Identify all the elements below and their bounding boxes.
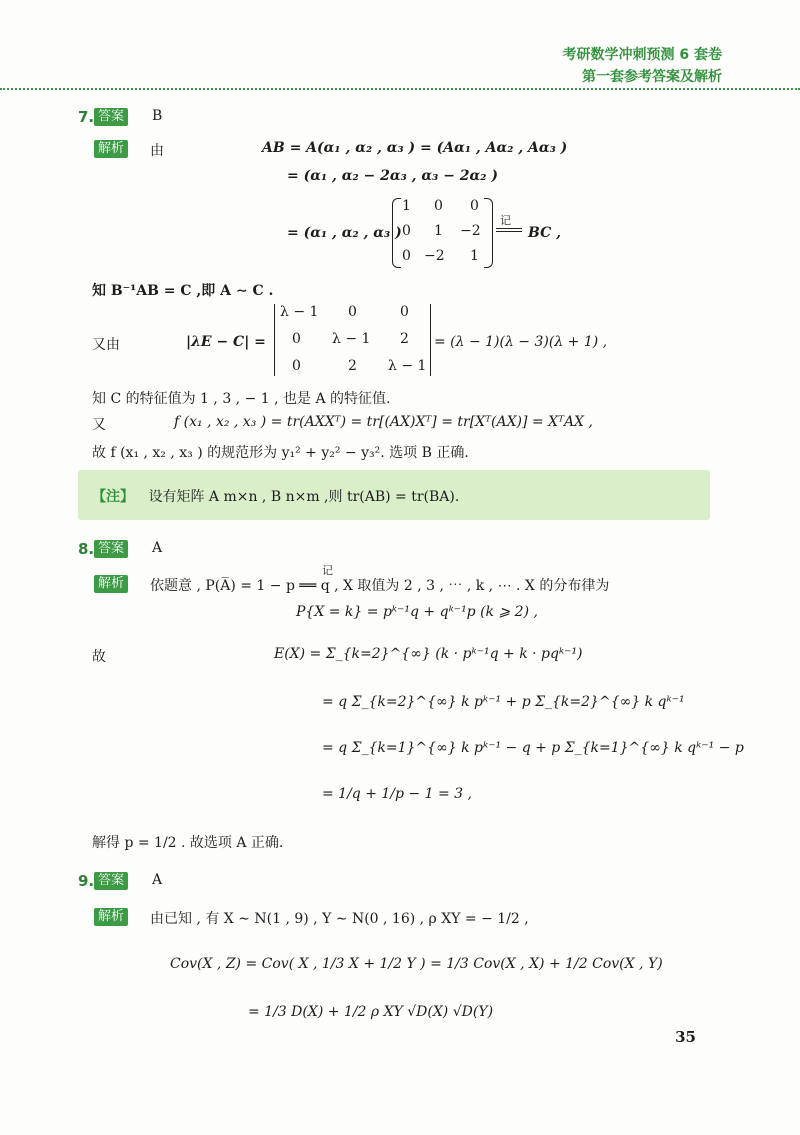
det-cell: 2 (400, 331, 409, 347)
q8-answer-tag: 答案 (94, 540, 128, 558)
header-divider (0, 88, 800, 90)
q7-line4: 知 B⁻¹AB = C ,即 A ∼ C . (92, 283, 274, 299)
q7-line7: f (x₁ , x₂ , x₃ ) = tr(AXXᵀ) = tr[(AX)Xᵀ] = tr[Xᵀ(AX)] = XᵀAX , (174, 414, 593, 430)
matrix-cell: 1 (402, 198, 411, 214)
det-cell: 0 (400, 304, 409, 320)
q9-number: 9. (78, 872, 95, 890)
q7-you: 由 (150, 143, 164, 159)
q7-analysis-tag: 解析 (94, 140, 128, 158)
q8-e4: = 1/q + 1/p − 1 = 3 , (322, 786, 472, 802)
q8-e1: E(X) = Σ_{k=2}^{∞} (k · pᵏ⁻¹q + k · pqᵏ⁻¹) (274, 646, 583, 662)
note-content (92, 486, 459, 506)
q7-eq2: = (α₁ , α₂ − 2α₃ , α₃ − 2α₂ ) (287, 168, 498, 184)
q8-analysis-tag: 解析 (94, 575, 128, 593)
q7-youyou: 又由 (92, 337, 120, 353)
det-cell: λ − 1 (388, 358, 427, 374)
q8-line2: P{X = k} = pᵏ⁻¹q + qᵏ⁻¹p (k ⩾ 2) , (296, 604, 538, 620)
q8-e3: = q Σ_{k=1}^{∞} k pᵏ⁻¹ − q + p Σ_{k=1}^{∞} k qᵏ⁻¹ − p (322, 740, 744, 756)
note-label: 【注】 (92, 489, 134, 505)
matrix-cell: 0 (402, 248, 411, 264)
matrix-cell: 0 (470, 198, 479, 214)
det-cell: 0 (348, 304, 357, 320)
page-number: 35 (675, 1028, 696, 1046)
det-cell: λ − 1 (332, 331, 371, 347)
q8-ji: 记 (322, 564, 333, 577)
q7-answer-tag: 答案 (94, 108, 128, 126)
matrix-cell: −2 (424, 248, 445, 264)
def-line (496, 228, 522, 229)
matrix-cell: −2 (460, 223, 481, 239)
q9-answer-tag: 答案 (94, 872, 128, 890)
q9-cov2: = 1/3 D(X) + 1/2 ρ XY √D(X) √D(Y) (248, 1004, 494, 1020)
q9-answer: A (152, 872, 163, 888)
matrix-left-bracket (392, 198, 401, 268)
header-book-title: 考研数学冲刺预测 6 套卷 (562, 47, 722, 63)
q7-det-lhs: |λE − C| = (186, 334, 266, 350)
q7-eq1: AB = A(α₁ , α₂ , α₃ ) = (Aα₁ , Aα₂ , Aα₃ ) (262, 140, 568, 156)
det-cell: λ − 1 (280, 304, 319, 320)
q8-line1: 依题意 , P(A̅) = 1 − p ══ q , X 取值为 2 , 3 , ⋯ , k , ⋯ . X 的分布律为 (150, 578, 610, 594)
det-bar-left (274, 304, 275, 376)
det-cell: 2 (348, 358, 357, 374)
q9-cov1: Cov(X , Z) = Cov( X , 1/3 X + 1/2 Y ) = 1/3 Cov(X , X) + 1/2 Cov(X , Y) (170, 956, 663, 972)
det-cell: 0 (292, 331, 301, 347)
q8-answer: A (152, 540, 163, 556)
q9-line1: 由已知 , 有 X ∼ N(1 , 9) , Y ∼ N(0 , 16) , ρ XY = − 1/2 , (150, 911, 529, 927)
matrix-cell: 0 (434, 198, 443, 214)
q7-line6: 知 C 的特征值为 1 , 3 , − 1 , 也是 A 的特征值. (92, 391, 391, 407)
matrix-cell: 1 (434, 223, 443, 239)
matrix-cell: 0 (402, 223, 411, 239)
note-text: 设有矩阵 A m×n , B n×m ,则 tr(AB) = tr(BA). (148, 489, 460, 505)
running-header (563, 44, 723, 88)
q7-eq3-rhs: BC , (528, 225, 561, 241)
q7-eq3-lhs: = (α₁ , α₂ , α₃ ) (287, 225, 402, 241)
q8-number: 8. (78, 540, 95, 558)
q8-solve: 解得 p = 1/2 . 故选项 A 正确. (92, 835, 284, 851)
q9-analysis-tag: 解析 (94, 908, 128, 926)
header-section-title: 第一套参考答案及解析 (582, 69, 722, 85)
note-box (78, 470, 710, 520)
ji-label: 记 (500, 214, 511, 227)
matrix-cell: 1 (470, 248, 479, 264)
q7-number: 7. (78, 108, 95, 126)
q7-answer: B (152, 108, 163, 124)
def-line (496, 231, 522, 232)
matrix-right-bracket (484, 198, 493, 268)
q8-e2: = q Σ_{k=2}^{∞} k pᵏ⁻¹ + p Σ_{k=2}^{∞} k qᵏ⁻¹ (322, 694, 685, 710)
det-cell: 0 (292, 358, 301, 374)
q7-det-rhs: = (λ − 1)(λ − 3)(λ + 1) , (434, 334, 608, 350)
det-bar-right (430, 304, 431, 376)
q7-you2: 又 (92, 417, 106, 433)
q7-line8: 故 f (x₁ , x₂ , x₃ ) 的规范形为 y₁² + y₂² − y₃². 选项 B 正确. (92, 445, 469, 461)
q8-gu: 故 (92, 649, 106, 665)
